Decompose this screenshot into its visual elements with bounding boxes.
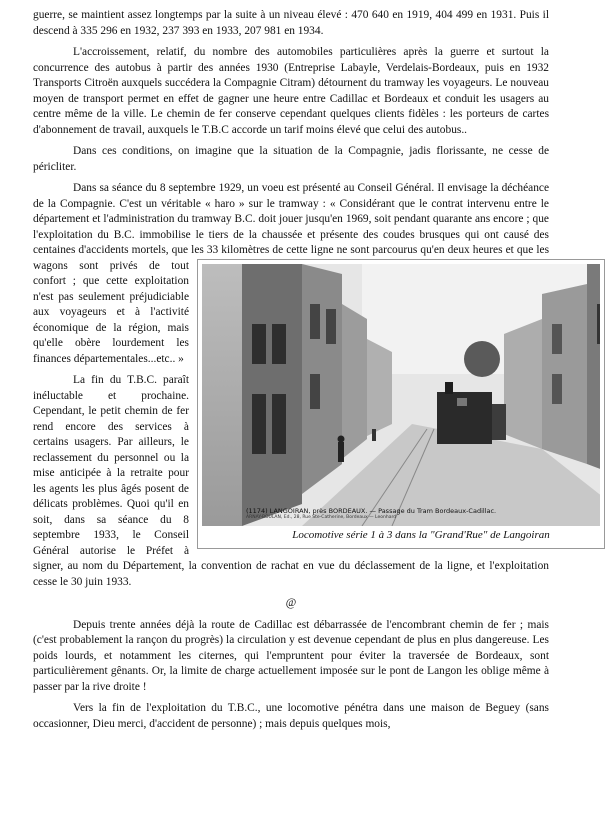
paragraph-locomotive-beguey: Vers la fin de l'exploitation du T.B.C., une locomotive pénétra dans une maison de Beguey (sans occasionner, Dieu merci, d'accident de personne) ; mais depuis quelques mois, <box>33 702 549 730</box>
document-page <box>33 8 549 738</box>
paragraph-conditions: Dans ces conditions, on imagine que la situation de la Compagnie, jadis florissante, ne cesse de péricliter. <box>33 145 549 173</box>
paragraph-route-cadillac: Depuis trente années déjà la route de Cadillac est débarrassée de l'encombrant chemin de fer ; mais (c'est probablement la rançon du progrès) la circulation y est devenue cependant de plus en plus dangereuse. Les poids lourds, et notamment les citernes, qui l'empruntent pour éviter la traversée de Bordeaux, sont particulièrement gênants. Or, la limite de charge actuellement imposée sur le pont de Langon les oblige même à passer par la rive droite ! <box>33 618 549 693</box>
photo-caption-text: (1174) LANGOIRAN, près BORDEAUX. — Passage du Tram Bordeaux-Cadillac. <box>246 507 497 515</box>
paragraph-seance-1929-text: Dans sa séance du 8 septembre 1929, un voeu est présenté au Conseil Général. Il envisage la déchéance de la Compagnie. C'est un véritable « haro » sur le tramway : « Considérant que le contrat intervenu entre le département et l'administration du tramway B.C. doit jouer jusqu'en 1969, soit pendant quarante ans encore ; que l'exploitation du B.C. immobilise le tiers de la chaussée et présente des coudes brusques qui ont causé des centaines d'accidents mortels, que les 33 kilomètres de cette ligne ne sont parcourus qu'en deux heures <box>33 182 549 256</box>
paragraph-fin-tbc: La fin du T.B.C. paraît inéluctable et prochaine. Cependant, le petit chemin de fer rend encore des services à certains usagers. Par ailleurs, le reclassement du personnel ou la mise anticipée à la retraite pour les agents les plus âgés posent de délicats problèmes. Quoi qu'il en soit, dans sa séance du 8 septembre 1933, le Conseil Général autorise le Préfet à signer, au nom du Département, la convention de rachat en vue du déclassement de la ligne, et l'exploitation cesse le 30 juin 1933. <box>33 374 549 588</box>
figure-caption: Locomotive série 1 à 3 dans la "Grand'Rue" de Langoiran <box>292 528 550 541</box>
photo-illustration <box>242 264 600 526</box>
figure <box>197 259 605 549</box>
photo-publisher-text: ARNAY-BOULAN, Ed., 28, Rue Ste-Catherine, Bordeaux — Leonhard <box>246 515 397 520</box>
section-separator: @ <box>285 597 297 609</box>
paragraph-automobiles: L'accroissement, relatif, du nombre des automobiles particulières après la guerre et surtout la concurrence des autobus à partir des années 1930 (Entreprise Labayle, Verdelais-Bordeaux, puis en 1932 Transports Citroën auxquels succédera la Compagnie Citram) détournent du tramway les voyageurs. Le nouveau moyen de transport permet en effet de gagner une heure entre Cadillac et Bordeaux et conduit les usagers au centre même de la ville. Le chemin de fer conserve cependant quelques clients fidèles : les porteurs de cartes d'abonnement de travail, auxquels le T.B.C accorde un tarif moins élevé que celui des autobus.. <box>33 46 549 136</box>
paragraph-seance-1929-rest: et que les wagons sont privés de tout confort ; que cette exploitation n'est pas seulement préjudiciable aux voyageurs et à l'activité économique de la région, mais qu'elle obère lourdement les finances départementales...etc.. » <box>33 244 550 365</box>
photo-langoiran-tram <box>202 264 600 526</box>
paragraph-continuation: guerre, se maintient assez longtemps par la suite à un niveau élevé : 470 640 en 1919, 404 499 en 1931. Puis il descend à 335 296 en 1932, 237 393 en 1933, 207 981 en 1934. <box>33 9 549 37</box>
